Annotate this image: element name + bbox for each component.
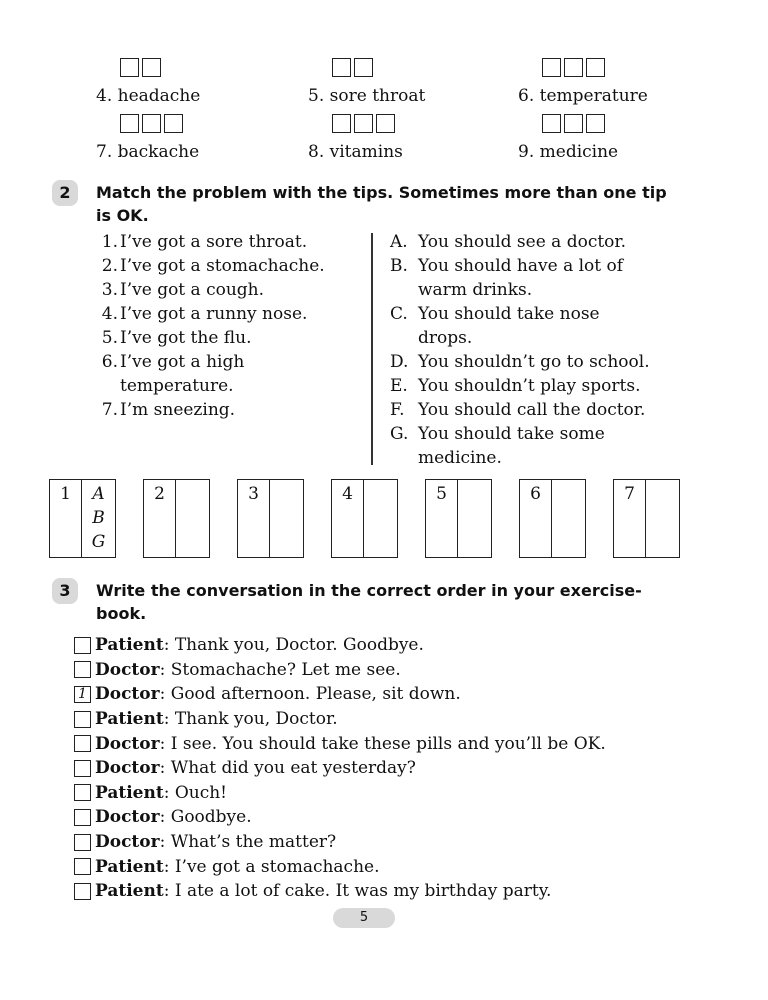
answer-box-4: 4 <box>331 479 398 558</box>
item-number: 5. <box>308 86 325 106</box>
order-checkbox[interactable] <box>74 883 91 900</box>
exercise-3-title: Write the conversation in the correct order in your exercise- book. <box>96 581 642 623</box>
order-checkbox[interactable] <box>74 760 91 777</box>
tip-continuation: warm drinks. <box>418 280 533 300</box>
vocabulary-item <box>308 114 498 163</box>
item-number: 4. <box>96 86 113 106</box>
vocabulary-row <box>96 58 696 114</box>
letter-boxes[interactable] <box>96 114 286 134</box>
vocabulary-grid <box>96 58 696 170</box>
conversation-line: Doctor : What’s the matter? <box>74 830 714 855</box>
exercise-2-number: 2 <box>52 180 78 206</box>
answer-box-6: 6 <box>519 479 586 558</box>
answer-box-3: 3 <box>237 479 304 558</box>
problem-item: 6. I’ve got a high <box>101 352 245 372</box>
answer-field[interactable] <box>458 480 491 557</box>
answer-box-5: 5 <box>425 479 492 558</box>
item-word: temperature <box>539 86 648 106</box>
answer-field[interactable] <box>364 480 397 557</box>
conversation-line: 1 Doctor : Good afternoon. Please, sit down. <box>74 682 714 707</box>
tips-list <box>390 230 690 470</box>
vocabulary-row <box>96 114 696 170</box>
tip-continuation: medicine. <box>418 448 502 468</box>
tip-item: B. You should have a lot of <box>390 256 624 276</box>
conversation-line: Patient : Thank you, Doctor. Goodbye. <box>74 633 714 658</box>
letter-boxes[interactable] <box>518 58 708 78</box>
answer-field[interactable] <box>646 480 679 557</box>
vocabulary-item <box>518 114 708 163</box>
answer-box-7: 7 <box>613 479 680 558</box>
problem-list <box>96 230 366 422</box>
item-number: 7. <box>96 142 113 162</box>
answer-box-1: 1 A B G <box>49 479 116 558</box>
conversation-line: Patient : I ate a lot of cake. It was my birthday party. <box>74 879 714 904</box>
order-checkbox[interactable] <box>74 711 91 728</box>
conversation-line: Doctor : Goodbye. <box>74 805 714 830</box>
problem-item: 4. I’ve got a runny nose. <box>101 304 308 324</box>
conversation-list <box>74 633 714 904</box>
page-number: 5 <box>333 908 395 928</box>
item-number: 9. <box>518 142 535 162</box>
conversation-line: Patient : Thank you, Doctor. <box>74 707 714 732</box>
conversation-line: Doctor : I see. You should take these pills and you’ll be OK. <box>74 731 714 756</box>
item-word: vitamins <box>329 142 403 162</box>
order-checkbox[interactable] <box>74 784 91 801</box>
conversation-line: Doctor : Stomachache? Let me see. <box>74 658 714 683</box>
answer-field[interactable] <box>176 480 209 557</box>
answer-field[interactable] <box>552 480 585 557</box>
vocabulary-item <box>518 58 708 107</box>
order-checkbox[interactable] <box>74 661 91 678</box>
letter-boxes[interactable] <box>96 58 286 78</box>
vocabulary-item <box>308 58 498 107</box>
conversation-line: Patient : Ouch! <box>74 781 714 806</box>
item-number: 8. <box>308 142 325 162</box>
order-checkbox[interactable]: 1 <box>74 686 91 703</box>
tip-item: G. You should take some <box>390 424 605 444</box>
order-checkbox[interactable] <box>74 809 91 826</box>
vocabulary-item <box>96 58 286 107</box>
problem-continuation: temperature. <box>120 376 234 396</box>
exercise-2-title: Match the problem with the tips. Sometimes more than one tip is OK. <box>96 183 667 225</box>
letter-boxes[interactable] <box>308 58 498 78</box>
tip-item: F. You should call the doctor. <box>390 400 646 420</box>
conversation-line: Doctor : What did you eat yesterday? <box>74 756 714 781</box>
order-checkbox[interactable] <box>74 637 91 654</box>
exercise-3-number: 3 <box>52 578 78 604</box>
tip-continuation: drops. <box>418 328 473 348</box>
item-word: medicine <box>539 142 619 162</box>
problem-item: 1. I’ve got a sore throat. <box>101 232 308 252</box>
conversation-line: Patient : I’ve got a stomachache. <box>74 854 714 879</box>
order-checkbox[interactable] <box>74 858 91 875</box>
problem-item: 2. I’ve got a stomachache. <box>101 256 325 276</box>
tip-item: C. You should take nose <box>390 304 600 324</box>
problem-item: 5. I’ve got the flu. <box>101 328 252 348</box>
tip-item: A. You should see a doctor. <box>390 232 627 252</box>
problem-item: 7. I’m sneezing. <box>101 400 236 420</box>
problem-item: 3. I’ve got a cough. <box>101 280 265 300</box>
order-checkbox[interactable] <box>74 735 91 752</box>
tip-item: E. You shouldn’t play sports. <box>390 376 641 396</box>
item-number: 6. <box>518 86 535 106</box>
item-word: sore throat <box>329 86 426 106</box>
item-word: headache <box>117 86 201 106</box>
tip-item: D. You shouldn’t go to school. <box>390 352 650 372</box>
column-divider <box>371 233 373 465</box>
answer-box-2: 2 <box>143 479 210 558</box>
answer-field[interactable]: A B G <box>91 484 106 552</box>
letter-boxes[interactable] <box>308 114 498 134</box>
answer-field[interactable] <box>270 480 303 557</box>
vocabulary-item <box>96 114 286 163</box>
order-checkbox[interactable] <box>74 834 91 851</box>
item-word: backache <box>117 142 200 162</box>
letter-boxes[interactable] <box>518 114 708 134</box>
